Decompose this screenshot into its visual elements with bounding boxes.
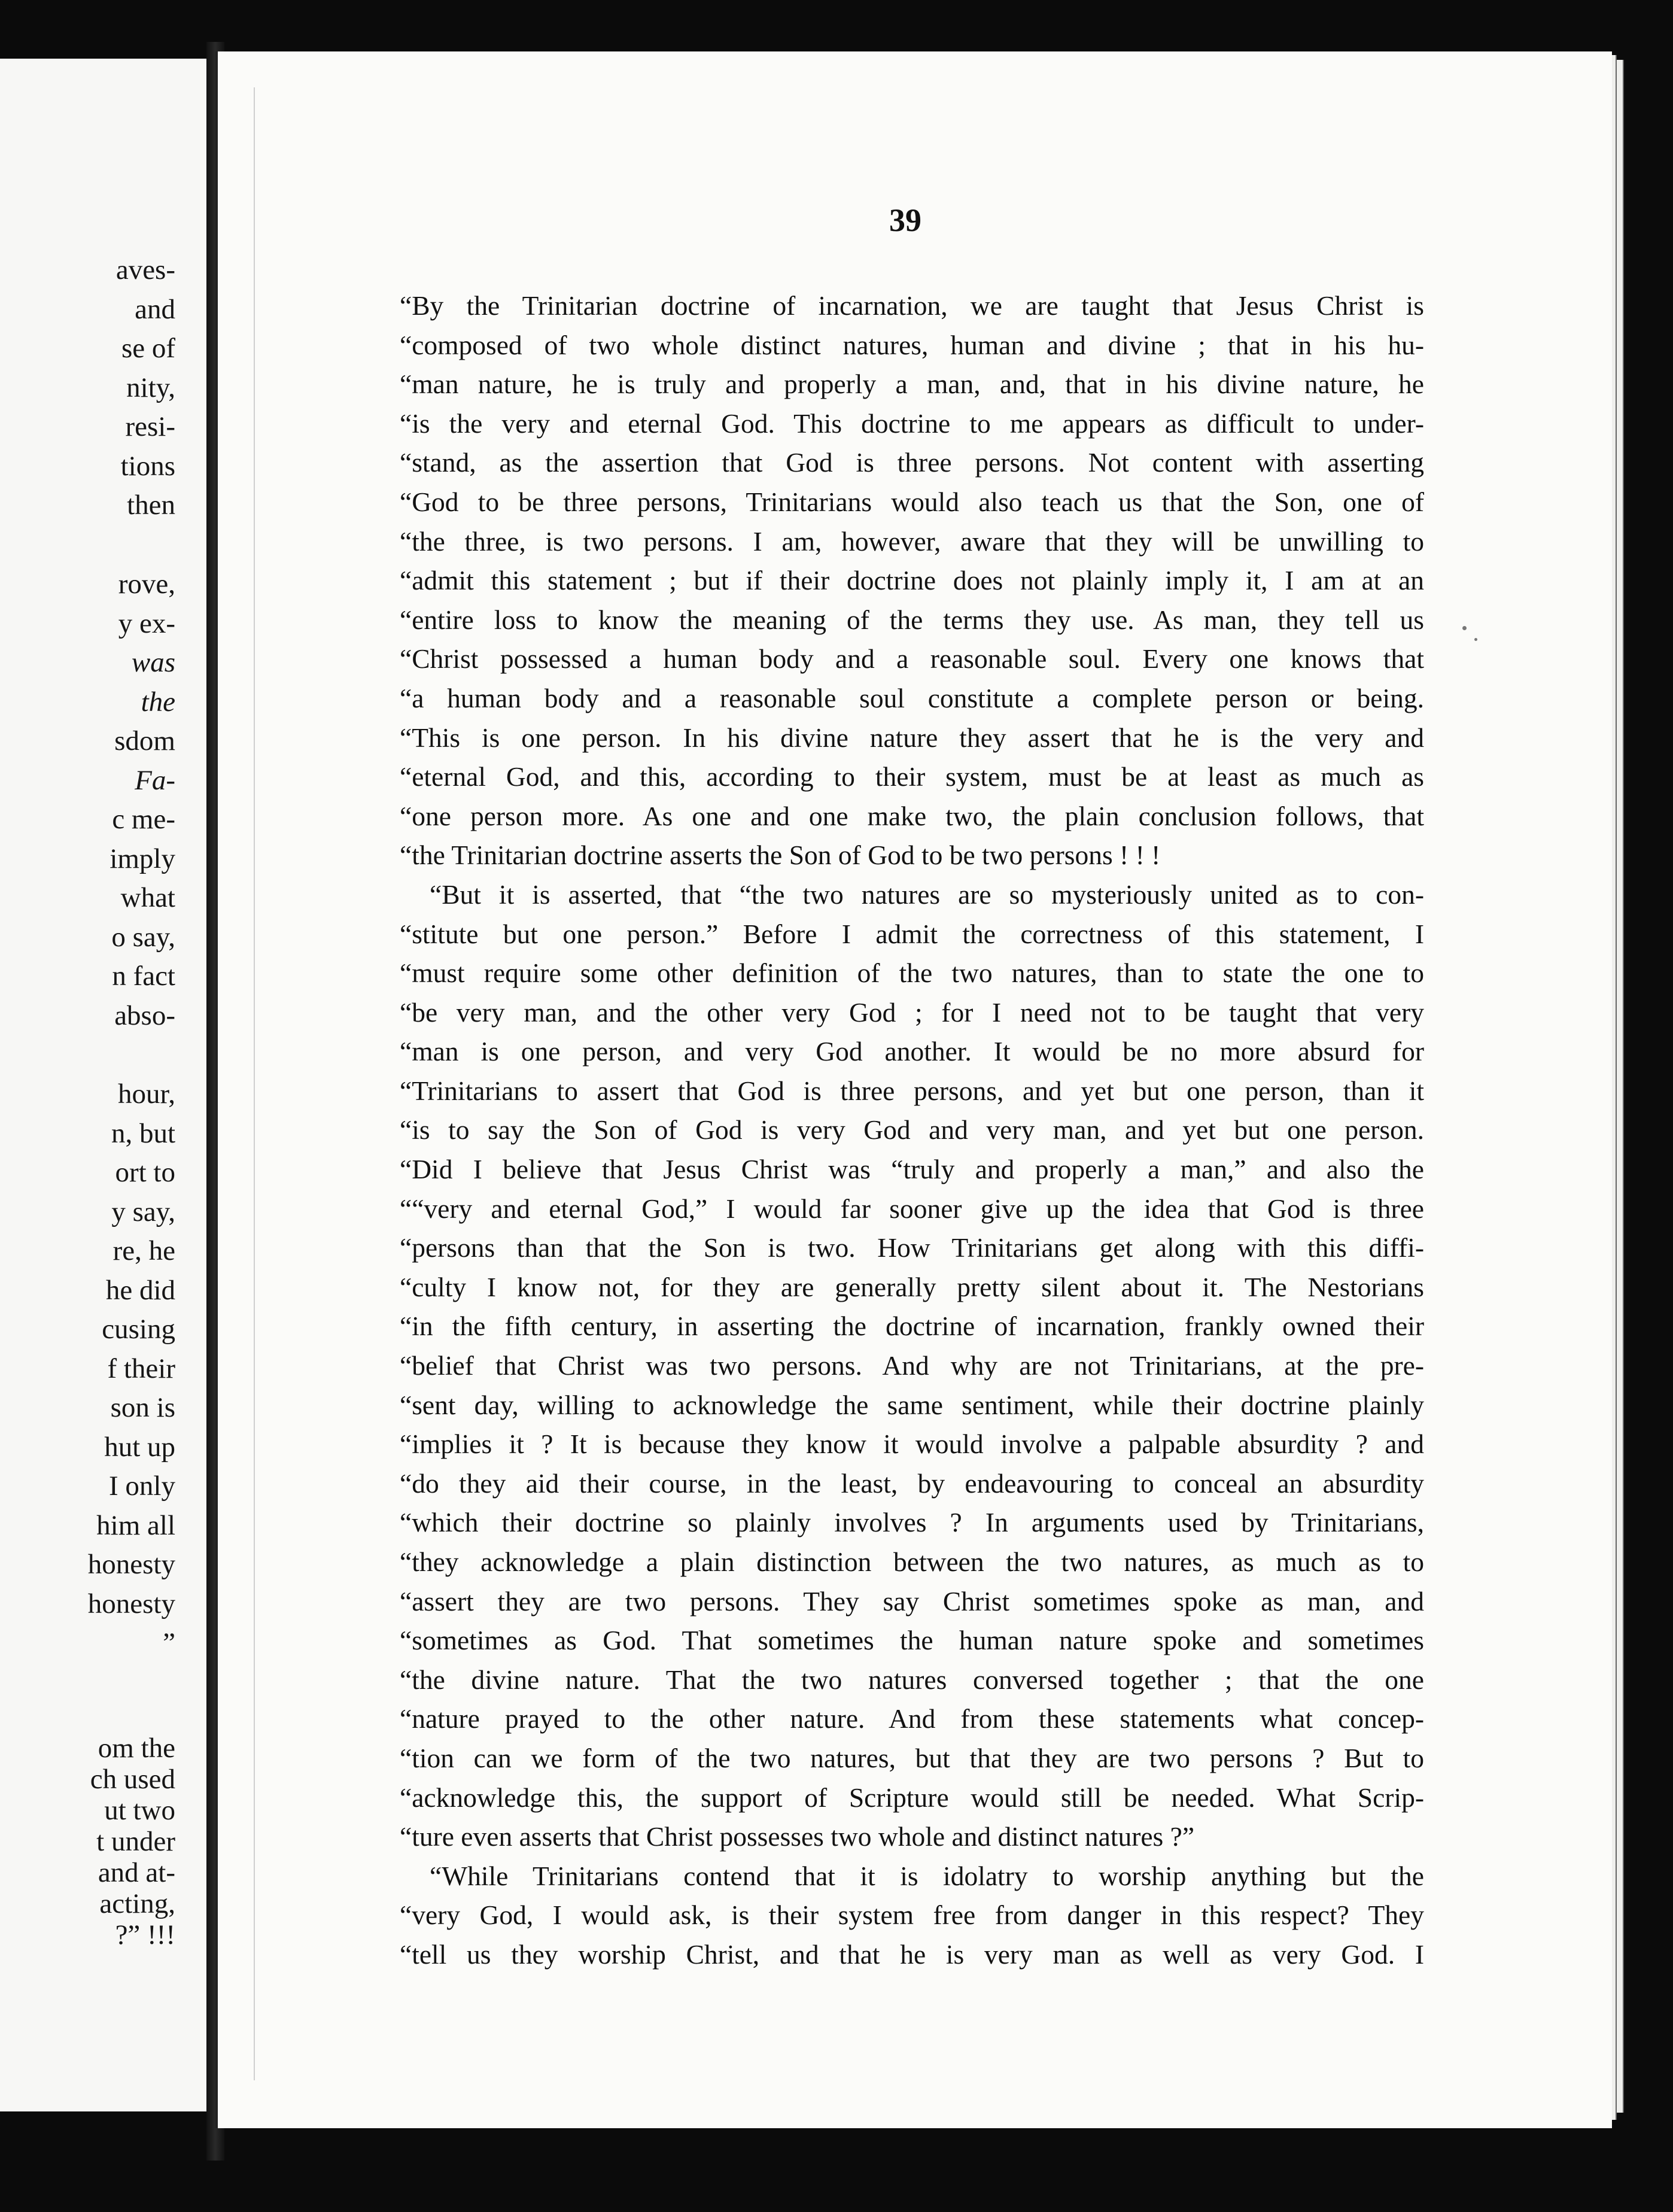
text-line: “one person more. As one and one make two, the plain conclusion follows, that: [400, 800, 1424, 831]
text-line: “tell us they worship Christ, and that he is very man as well as very God. I: [400, 1938, 1424, 1970]
text-line: “a human body and a reasonable soul constitute a complete person or being.: [400, 682, 1424, 713]
left-fragment: and: [135, 294, 175, 325]
text-line: “nature prayed to the other nature. And from these statements what concep-: [400, 1703, 1424, 1734]
text-line: “By the Trinitarian doctrine of incarnation, we are taught that Jesus Christ is: [400, 290, 1424, 321]
left-fragment: y say,: [111, 1196, 175, 1227]
left-fragment: the: [141, 686, 175, 718]
left-fragment: y ex-: [118, 608, 175, 639]
left-fragment: n, but: [111, 1118, 175, 1149]
text-line: “ture even asserts that Christ possesses two whole and distinct natures ?”: [400, 1821, 1195, 1852]
page-edge: [1617, 60, 1624, 2113]
left-fragment: him all: [96, 1510, 175, 1541]
left-fragment: cusing: [102, 1314, 175, 1345]
text-line: “sometimes as God. That sometimes the human nature spoke and sometimes: [400, 1625, 1424, 1656]
left-fragment: and at-: [98, 1857, 175, 1888]
text-line: “culty I know not, for they are generally pretty silent about it. The Nestorians: [400, 1271, 1424, 1302]
left-fragment: re, he: [112, 1235, 175, 1266]
left-fragment: rove,: [118, 569, 175, 600]
left-fragment: se of: [121, 333, 175, 364]
left-fragment: n fact: [112, 961, 175, 992]
text-line: “sent day, willing to acknowledge the same sentiment, while their doctrine plainly: [400, 1389, 1424, 1420]
text-line: “This is one person. In his divine nature they assert that he is the very and: [400, 722, 1424, 753]
text-line: “God to be three persons, Trinitarians would also teach us that the Son, one of: [400, 486, 1424, 517]
page-binding-edge: [254, 87, 255, 2080]
text-line: “be very man, and the other very God ; for I need not to be taught that very: [400, 996, 1424, 1028]
text-line: “is the very and eternal God. This doctrine to me appears as difficult to under-: [400, 408, 1424, 439]
left-fragment: honesty: [87, 1549, 175, 1580]
text-line: “which their doctrine so plainly involves ? In arguments used by Trinitarians,: [400, 1507, 1424, 1538]
left-fragment: acting,: [99, 1888, 175, 1919]
left-fragment: hut up: [104, 1432, 175, 1463]
left-fragment: what: [120, 882, 175, 913]
left-fragment: Fa-: [135, 765, 175, 796]
left-fragment: o say,: [111, 922, 175, 953]
left-fragment: aves-: [115, 254, 175, 285]
text-line: “While Trinitarians contend that it is idolatry to worship anything but the: [430, 1860, 1424, 1891]
text-line: “must require some other definition of the two natures, than to state the one to: [400, 958, 1424, 989]
text-line: “belief that Christ was two persons. And why are not Trinitarians, at the pre-: [400, 1350, 1424, 1381]
text-line: “man is one person, and very God another. It would be no more absurd for: [400, 1036, 1424, 1067]
left-fragment: nity,: [126, 372, 175, 403]
left-fragment: honesty: [87, 1588, 175, 1620]
text-line: “in the fifth century, in asserting the doctrine of incarnation, frankly owned their: [400, 1311, 1424, 1342]
text-line: “implies it ? It is because they know it would involve a palpable absurdity ? and: [400, 1429, 1424, 1460]
left-fragment: ch used: [90, 1764, 175, 1795]
left-fragment: was: [131, 647, 175, 678]
text-line: “admit this statement ; but if their doctrine does not plainly imply it, I am at an: [400, 565, 1424, 596]
left-fragment: tions: [120, 451, 175, 482]
left-fragment: c me-: [112, 804, 175, 835]
text-line: “tion can we form of the two natures, but that they are two persons ? But to: [400, 1742, 1424, 1773]
page-number: 39: [889, 202, 921, 238]
text-line: “very God, I would ask, is their system free from danger in this respect? They: [400, 1900, 1424, 1931]
text-line: “is to say the Son of God is very God and very man, and yet but one person.: [400, 1114, 1424, 1146]
text-line: “stitute but one person.” Before I admit the correctness of this statement, I: [400, 918, 1424, 949]
text-line: “composed of two whole distinct natures, human and divine ; that in his hu-: [400, 329, 1424, 360]
facing-page-left: [0, 59, 212, 2111]
left-fragment: om the: [98, 1733, 175, 1764]
left-fragment: I only: [109, 1470, 175, 1502]
left-fragment: imply: [109, 843, 175, 874]
text-line: “assert they are two persons. They say Christ sometimes spoke as man, and: [400, 1585, 1424, 1617]
text-line: “eternal God, and this, according to their system, must be at least as much as: [400, 761, 1424, 792]
left-fragment: f their: [107, 1353, 175, 1384]
left-fragment: ”: [163, 1627, 175, 1658]
text-line: “the divine nature. That the two natures conversed together ; that the one: [400, 1664, 1424, 1695]
text-line: “But it is asserted, that “the two natures are so mysteriously united as to con-: [430, 879, 1424, 910]
text-line: ““very and eternal God,” I would far sooner give up the idea that God is three: [400, 1193, 1424, 1224]
body-text: [400, 286, 1424, 1974]
page-speck: [1462, 626, 1467, 630]
page-speck: [1474, 638, 1477, 641]
text-line: “persons than that the Son is two. How Trinitarians get along with this diffi-: [400, 1232, 1424, 1263]
main-page: [215, 51, 1612, 2128]
text-line: “entire loss to know the meaning of the terms they use. As man, they tell us: [400, 604, 1424, 635]
text-line: “man nature, he is truly and properly a man, and, that in his divine nature, he: [400, 369, 1424, 400]
left-fragment: he did: [105, 1275, 175, 1306]
text-line: “Christ possessed a human body and a reasonable soul. Every one knows that: [400, 643, 1424, 674]
text-line: “the Trinitarian doctrine asserts the Son of God to be two persons ! ! !: [400, 840, 1161, 871]
left-fragment: sdom: [114, 725, 175, 756]
left-fragment: resi-: [125, 411, 175, 442]
left-fragment: hour,: [117, 1078, 175, 1110]
text-line: “they acknowledge a plain distinction between the two natures, as much as to: [400, 1546, 1424, 1577]
text-line: “acknowledge this, the support of Scripture would still be needed. What Scrip-: [400, 1782, 1424, 1813]
left-fragment: ort to: [115, 1157, 175, 1188]
text-line: “do they aid their course, in the least, by endeavouring to conceal an absurdity: [400, 1467, 1424, 1499]
text-line: “stand, as the assertion that God is three persons. Not content with asserting: [400, 447, 1424, 478]
left-fragment: ?” !!!: [115, 1919, 175, 1950]
text-line: “the three, is two persons. I am, however, aware that they will be unwilling to: [400, 525, 1424, 557]
left-fragment: ut two: [104, 1795, 175, 1826]
text-line: “Did I believe that Jesus Christ was “truly and properly a man,” and also the: [400, 1154, 1424, 1185]
left-fragment: then: [127, 490, 175, 521]
left-fragment: abso-: [114, 1000, 175, 1031]
text-line: “Trinitarians to assert that God is three persons, and yet but one person, than it: [400, 1075, 1424, 1106]
left-fragment: son is: [110, 1392, 175, 1423]
left-fragment: t under: [96, 1826, 175, 1857]
